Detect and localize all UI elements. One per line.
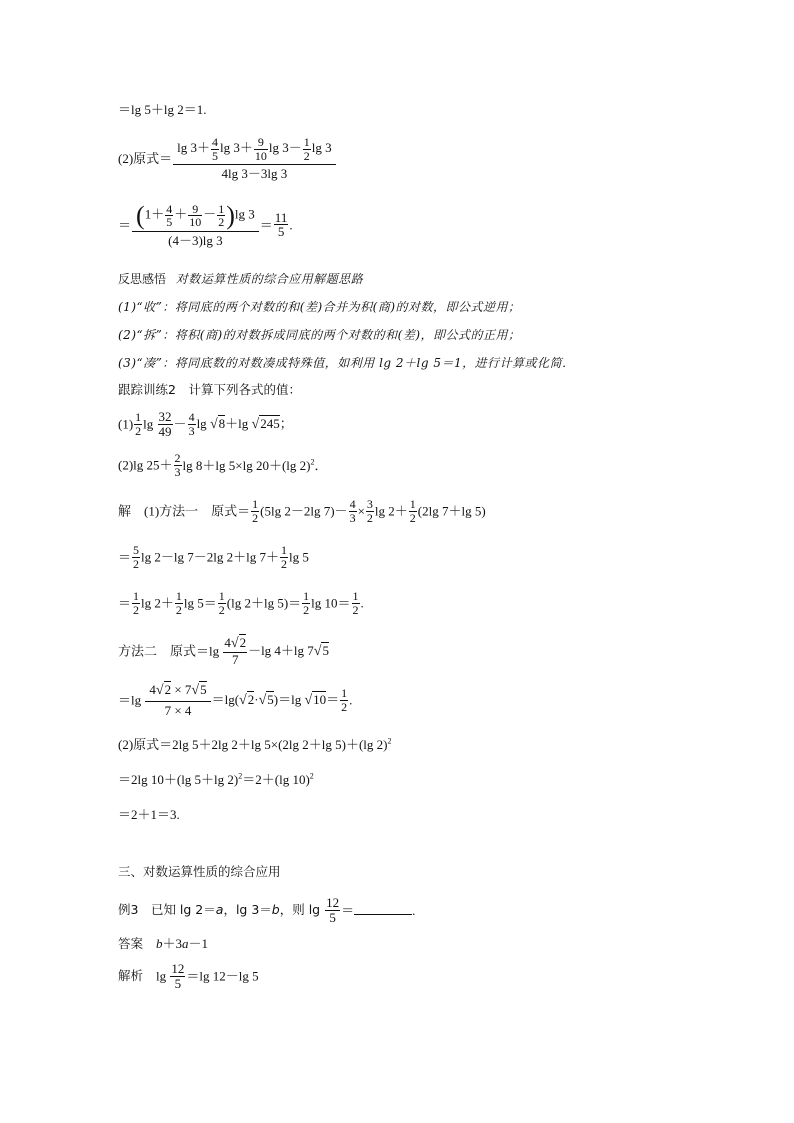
insight-item-3: (3)“凑”：将同底数的对数凑成特殊值，如利用 lg 2＋lg 5＝1，进行计算或化简．: [118, 356, 575, 370]
equation-line-2: (2)原式＝ lg 3＋ $\frac{4}{5}$ lg 3＋ $\frac{9}{10}$ lg 3－ $\frac{1}{2}$ lg 3 4lg 3－3lg 3: [118, 136, 337, 181]
follow-up-title: 跟踪训练2 计算下列各式的值：: [118, 382, 301, 397]
insight-title: 反思感悟: [118, 272, 167, 286]
solution-line-4: 方法二 原式＝lg $\frac{4√2}{7}$ －lg 4＋lg 7√5: [118, 635, 329, 667]
section-3-heading: 三、对数运算性质的综合应用: [118, 864, 281, 879]
solution-line-1: 解 (1)方法一 原式＝ $\frac{1}{2}$ (5lg 2－2lg 7)－ $\frac{4}{3}$ × $\frac{3}{2}$ lg 2＋ $\frac{1}{2}$ (2lg 7＋lg 5): [118, 497, 486, 525]
equation-line-1: ＝lg 5＋lg 2＝1.: [118, 102, 207, 117]
example-3: 例3 已知 lg 2＝a，lg 3＝b，则 lg $\frac{12}{5}$ ＝ .: [118, 895, 416, 925]
solution-line-7: ＝2lg 10＋(lg 5＋lg 2)$^2$＝2＋(lg 10)$^2$: [118, 772, 314, 788]
result-fraction: $\frac{11}{5}$: [274, 209, 288, 240]
insight-heading: 对数运算性质的综合应用解题思路: [175, 272, 364, 286]
answer-line: 答案 b＋3a－1: [118, 936, 209, 951]
solution-line-2: ＝ $\frac{5}{2}$ lg 2－lg 7－2lg 2＋lg 7＋ $\frac{1}{2}$ lg 5: [118, 543, 309, 571]
follow-up-item-1: (1) $\frac{1}{2}$ lg $\frac{32}{49}$ － $\frac{4}{3}$ lg √8＋lg √245；: [118, 409, 293, 439]
fraction-simplified: (1＋ $\frac{4}{5}$ ＋ $\frac{9}{10}$ － $\frac{1}{2}$ )lg 3 (4－3)lg 3: [132, 202, 259, 248]
fraction-original-expression: lg 3＋ $\frac{4}{5}$ lg 3＋ $\frac{9}{10}$ lg 3－ $\frac{1}{2}$ lg 3 4lg 3－3lg 3: [173, 136, 336, 181]
insight-item-2: (2)“拆”：将积(商)的对数拆成同底的两个对数的和(差)，即公式的正用；: [118, 328, 521, 342]
follow-up-item-2: (2)lg 25＋ $\frac{2}{3}$ lg 8＋lg 5×lg 20＋(lg 2)$^2$．: [118, 451, 328, 479]
insight-item-1: (1)“收”：将同底的两个对数的和(差)合并为积(商)的对数，即公式逆用；: [118, 300, 521, 314]
equation-line-3: ＝ (1＋ $\frac{4}{5}$ ＋ $\frac{9}{10}$ － $\frac{1}{2}$ )lg 3 (4－3)lg 3 ＝ $\frac{11}{5}$ .: [118, 201, 293, 249]
solution-line-8: ＝2＋1＝3.: [118, 807, 180, 822]
solution-line-5: ＝lg $\frac{4√2 \times 7√5}{7 \times 4}$ ＝lg(√2·√5)＝lg √10＝ $\frac{1}{2}$ .: [118, 682, 353, 718]
solution-line-3: ＝ $\frac{1}{2}$ lg 2＋ $\frac{1}{2}$ lg 5＝ $\frac{1}{2}$ (lg 2＋lg 5)＝ $\frac{1}{2}$ lg 10＝ $\frac{1}{2}$ .: [118, 589, 364, 617]
insight-heading-line: [118, 272, 363, 285]
answer-blank: [354, 903, 412, 915]
solution-line-6: (2)原式＝2lg 5＋2lg 2＋lg 5×(2lg 2＋lg 5)＋(lg 2)$^2$: [118, 737, 392, 753]
analysis-line: 解析 lg $\frac{12}{5}$ ＝lg 12－lg 5: [118, 961, 259, 991]
